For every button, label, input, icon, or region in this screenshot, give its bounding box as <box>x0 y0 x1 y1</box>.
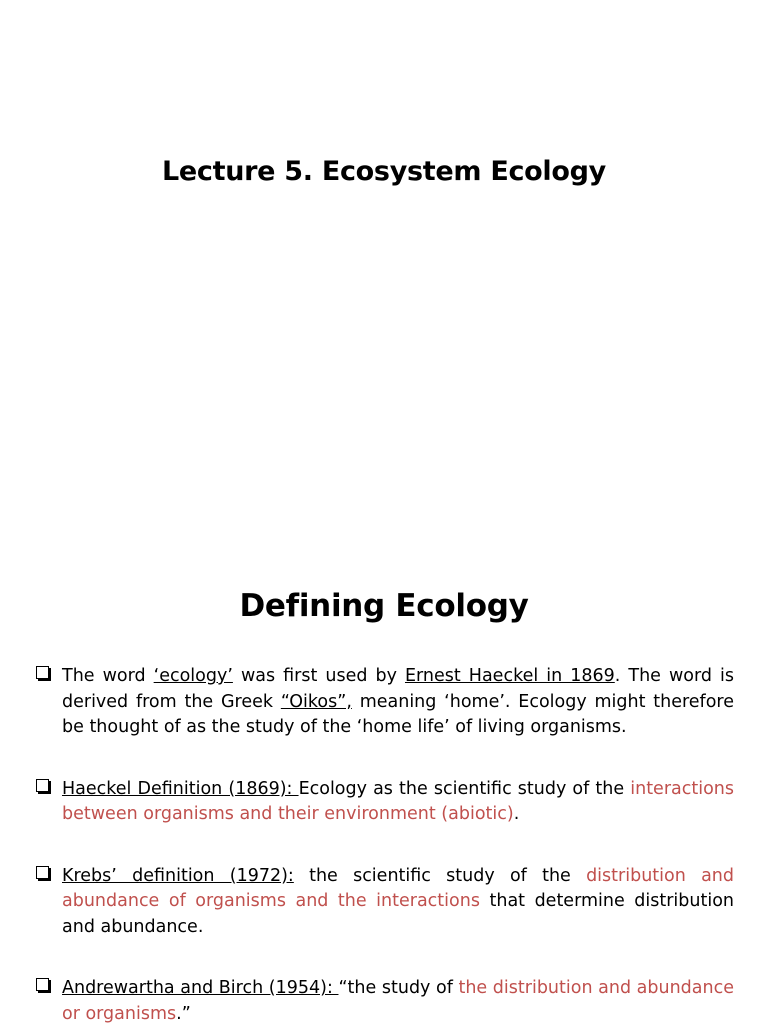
bullet-text: the scientific study of the <box>293 865 587 886</box>
bullet-text: that determine distribution and abundance. <box>62 891 734 937</box>
bullet-text: . The word is derived from the Greek <box>62 666 734 712</box>
checkbox-bullet-icon <box>36 978 49 991</box>
bullet-text: .” <box>176 1003 191 1024</box>
bullet-text: was first used by <box>232 666 405 686</box>
bullet-text: “the study of <box>338 978 459 998</box>
highlighted-text: the distribution and abundance or organisms <box>62 978 734 1024</box>
bullet-text: . <box>513 804 520 824</box>
highlighted-text: interactions between organisms and their environment (abiotic) <box>62 778 734 824</box>
checkbox-bullet-icon <box>36 779 49 792</box>
bullet-item-etymology <box>34 664 734 741</box>
term-oikos: “Oikos”, <box>280 691 352 712</box>
definition-source: Haeckel Definition (1869): <box>62 778 299 799</box>
bullet-item-haeckel-definition <box>34 777 734 828</box>
bullet-text: The word <box>62 666 154 686</box>
checkbox-bullet-icon <box>36 666 49 679</box>
bullet-text: Ecology as the scientific study of the <box>298 778 631 799</box>
lecture-title: Lecture 5. Ecosystem Ecology <box>162 156 606 187</box>
term-ecology: ‘ecology’ <box>153 666 233 686</box>
definition-source: Krebs’ definition (1972): <box>62 865 294 886</box>
section-title: Defining Ecology <box>239 588 529 624</box>
bullet-item-krebs-definition <box>34 864 734 941</box>
checkbox-bullet-icon <box>36 866 49 879</box>
highlighted-text: distribution and abundance of organisms and the interactions <box>62 865 734 911</box>
term-haeckel: Ernest Haeckel in 1869 <box>404 666 615 686</box>
definition-list <box>34 664 734 1024</box>
bullet-item-andrewartha-birch-definition <box>34 976 734 1024</box>
definition-source: Andrewartha and Birch (1954): <box>62 978 339 998</box>
bullet-text: meaning ‘home’. Ecology might therefore be thought of as the study of the ‘home life’ of living organisms. <box>62 691 734 737</box>
